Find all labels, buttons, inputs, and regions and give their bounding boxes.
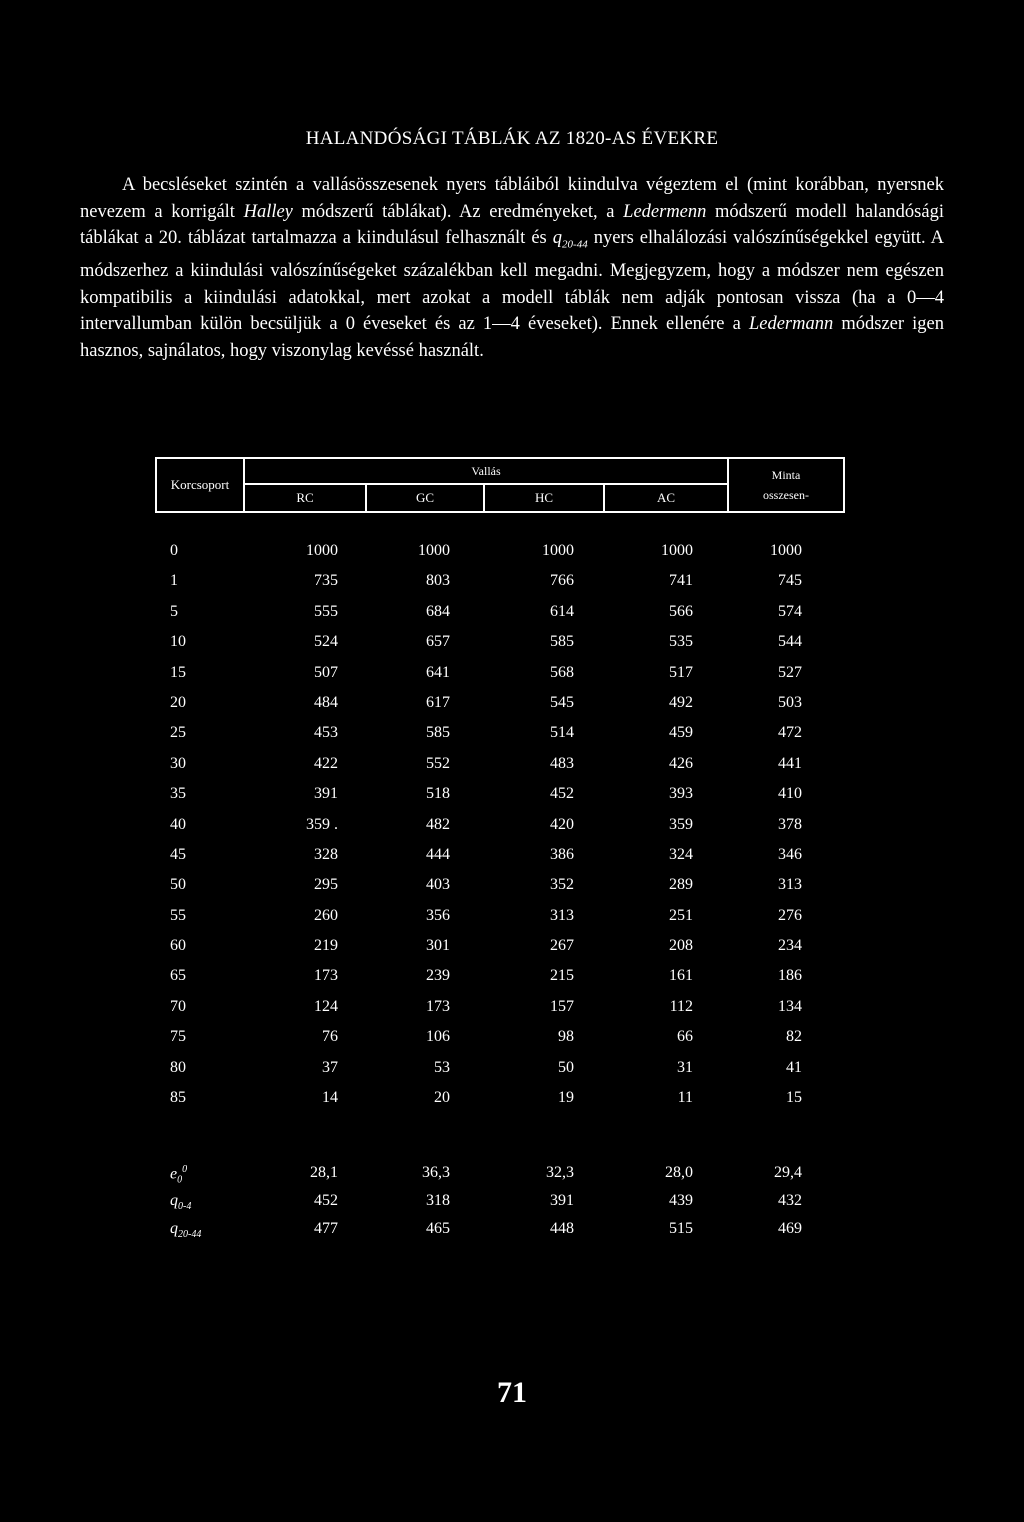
value-cell: 346 [778,845,802,863]
value-cell: 453 [314,724,338,742]
value-cell: 524 [314,633,338,651]
paragraph-text-3: módszerű modell halandósági táblákat a 20. táblázat tartalmazza a kiindulásul felhasznált és [80,201,944,248]
value-cell: 441 [778,754,802,772]
summary-value-cell: 469 [778,1220,802,1237]
page-number: 71 [497,1376,527,1409]
value-cell: 684 [426,602,450,620]
value-cell: 267 [550,937,574,955]
value-cell: 76 [322,1028,338,1046]
value-cell: 410 [778,785,802,803]
paragraph-text-1: A becsléseket szintén a vallásösszesenek nyers tábláiból kiindulva végeztem el (mint korábban, nyersnek nevezem a korrigált [80,175,944,222]
table-header [155,457,845,513]
summary-symbol: q [170,1192,178,1209]
value-cell: 157 [550,997,574,1015]
age-group-cell: 50 [170,876,186,894]
value-cell: 1000 [306,542,338,559]
value-cell: 112 [669,997,693,1015]
value-cell: 422 [314,754,338,772]
value-cell: 1000 [770,542,802,559]
value-cell: 359 . [306,815,338,833]
summary-value-cell: 448 [550,1220,574,1237]
value-cell: 566 [669,602,693,620]
age-group-cell: 1 [170,572,178,590]
age-group-cell: 25 [170,724,186,742]
header-hc: HC [485,485,605,511]
value-cell: 378 [778,815,802,833]
value-cell: 313 [550,906,574,924]
value-cell: 1000 [418,542,450,559]
value-cell: 574 [778,602,802,620]
age-group-cell: 15 [170,663,186,681]
value-cell: 514 [550,724,574,742]
age-group-cell: 80 [170,1058,186,1076]
summary-row [160,1188,840,1216]
age-group-cell: 40 [170,815,186,833]
header-ac: AC [656,490,676,505]
value-cell: 289 [669,876,693,894]
table-row [160,751,840,781]
table-row [160,842,840,872]
value-cell: 239 [426,967,450,985]
table-body [160,538,840,1115]
value-cell: 328 [314,845,338,863]
summary-value-cell: 515 [669,1220,693,1237]
header-minta [727,459,843,511]
summary-subscript: 20-44 [178,1229,202,1241]
value-cell: 614 [550,602,574,620]
age-group-cell: 65 [170,967,186,985]
body-paragraph [80,172,944,364]
header-osszesen-label: osszesen- [763,488,809,502]
summary-value-cell: 36,3 [422,1164,450,1181]
value-cell: 356 [426,906,450,924]
value-cell: 219 [314,937,338,955]
page-heading: HALANDÓSÁGI TÁBLÁK AZ 1820-AS ÉVEKRE [305,128,719,149]
value-cell: 15 [786,1089,802,1107]
value-cell: 518 [426,785,450,803]
value-cell: 386 [550,845,574,863]
age-group-cell: 55 [170,906,186,924]
value-cell: 544 [778,633,802,651]
paragraph-text-4: nyers elhalálozási valószínűségekkel együtt. A módszerhez a kiindulási valószínűségeket százalékban kell megadni. Megjegyzem, hogy a módszer nem egészen kompatibilis a kiindulási adatokkal, mert azokat a modell táblák nem adják pontosan vissza (ha a 0—4 intervallumban külön becsüljük a 0 éveseket és az 1—4 éveseket). Ennek ellenére a [80,228,945,335]
age-group-cell: 20 [170,693,186,711]
value-cell: 313 [778,876,802,894]
value-cell: 106 [426,1028,450,1046]
value-cell: 66 [677,1028,693,1046]
value-cell: 503 [778,693,802,711]
value-cell: 161 [669,967,693,985]
summary-row [160,1216,840,1244]
value-cell: 745 [778,572,802,590]
value-cell: 31 [677,1058,693,1076]
value-cell: 234 [778,937,802,955]
header-gc: GC [367,485,485,511]
table-row [160,781,840,811]
value-cell: 352 [550,876,574,894]
summary-value-cell: 432 [778,1192,802,1209]
q-subscript: 20-44 [562,238,588,251]
value-cell: 452 [550,785,574,803]
header-rc: RC [245,485,367,511]
table-row [160,963,840,993]
value-cell: 173 [426,997,450,1015]
value-cell: 134 [778,997,802,1015]
value-cell: 20 [434,1089,450,1107]
table-row [160,994,840,1024]
value-cell: 276 [778,906,802,924]
value-cell: 359 [669,815,693,833]
value-cell: 545 [550,693,574,711]
value-cell: 507 [314,663,338,681]
value-cell: 1000 [661,542,693,559]
table-row [160,690,840,720]
table-row [160,720,840,750]
value-cell: 484 [314,693,338,711]
value-cell: 41 [786,1058,802,1076]
summary-value-cell: 452 [314,1192,338,1209]
summary-value-cell: 32,3 [546,1164,574,1181]
value-cell: 766 [550,572,574,590]
value-cell: 19 [558,1089,574,1107]
table-row [160,599,840,629]
header-vallas: Vallás [245,459,727,485]
table-row [160,629,840,659]
value-cell: 301 [426,937,450,955]
value-cell: 483 [550,754,574,772]
table-row [160,1055,840,1085]
summary-label [170,1164,187,1186]
value-cell: 251 [669,906,693,924]
value-cell: 11 [677,1089,693,1107]
paragraph-text-2: módszerű táblákat). Az eredményeket, a [292,201,624,222]
table-row [160,1085,840,1115]
value-cell: 535 [669,633,693,651]
value-cell: 215 [550,967,574,985]
value-cell: 295 [314,876,338,894]
value-cell: 735 [314,572,338,590]
value-cell: 82 [786,1028,802,1046]
age-group-cell: 75 [170,1028,186,1046]
value-cell: 459 [669,724,693,742]
age-group-cell: 10 [170,633,186,651]
value-cell: 444 [426,845,450,863]
value-cell: 568 [550,663,574,681]
value-cell: 517 [669,663,693,681]
value-cell: 393 [669,785,693,803]
value-cell: 403 [426,876,450,894]
value-cell: 555 [314,602,338,620]
summary-value-cell: 439 [669,1192,693,1209]
value-cell: 391 [314,785,338,803]
value-cell: 426 [669,754,693,772]
table-row [160,538,840,568]
age-group-cell: 30 [170,754,186,772]
summary-symbol: q [170,1220,178,1237]
value-cell: 260 [314,906,338,924]
value-cell: 803 [426,572,450,590]
value-cell: 585 [550,633,574,651]
summary-value-cell: 29,4 [774,1164,802,1181]
value-cell: 50 [558,1058,574,1076]
value-cell: 14 [322,1089,338,1107]
paragraph-italic-halley: Halley [243,201,293,222]
value-cell: 552 [426,754,450,772]
q-symbol: q [552,228,563,248]
table-row [160,903,840,933]
summary-label [170,1192,191,1212]
summary-symbol: e [170,1165,178,1183]
value-cell: 641 [426,663,450,681]
value-cell: 324 [669,845,693,863]
value-cell: 657 [426,633,450,651]
table-summary [160,1160,840,1244]
table-row [160,1024,840,1054]
value-cell: 617 [426,693,450,711]
table-row [160,933,840,963]
value-cell: 37 [322,1058,338,1076]
summary-label [170,1220,201,1240]
value-cell: 124 [314,997,338,1015]
summary-subscript: 0 [177,1174,183,1186]
table-row [160,660,840,690]
summary-row [160,1160,840,1188]
value-cell: 420 [550,815,574,833]
paragraph-italic-ledermann: Ledermann [748,314,834,335]
summary-value-cell: 28,0 [665,1164,693,1181]
table-row [160,568,840,598]
summary-value-cell: 465 [426,1220,450,1237]
summary-superscript: 0 [182,1164,188,1175]
value-cell: 492 [669,693,693,711]
value-cell: 208 [669,937,693,955]
value-cell: 53 [434,1058,450,1076]
value-cell: 1000 [542,542,574,559]
value-cell: 585 [426,724,450,742]
age-group-cell: 45 [170,845,186,863]
paragraph-text-5: módszer igen hasznos, sajnálatos, hogy viszonylag kevéssé használt. [80,314,944,361]
value-cell: 472 [778,724,802,742]
paragraph-italic-ledermenn: Ledermenn [623,201,707,222]
age-group-cell: 5 [170,602,178,620]
age-group-cell: 60 [170,937,186,955]
summary-value-cell: 477 [314,1220,338,1237]
summary-subscript: 0-4 [178,1201,192,1213]
header-korcsoport: Korcsoport [157,459,245,511]
age-group-cell: 85 [170,1089,186,1107]
summary-value-cell: 28,1 [310,1164,338,1181]
summary-value-cell: 318 [426,1192,450,1209]
age-group-cell: 35 [170,785,186,803]
summary-value-cell: 391 [550,1192,574,1209]
value-cell: 527 [778,663,802,681]
age-group-cell: 70 [170,997,186,1015]
table-row [160,872,840,902]
value-cell: 98 [558,1028,574,1046]
value-cell: 741 [669,572,693,590]
value-cell: 186 [778,967,802,985]
value-cell: 173 [314,967,338,985]
age-group-cell: 0 [170,542,178,559]
table-row [160,812,840,842]
value-cell: 482 [426,815,450,833]
header-minta-label: Minta [771,468,801,482]
